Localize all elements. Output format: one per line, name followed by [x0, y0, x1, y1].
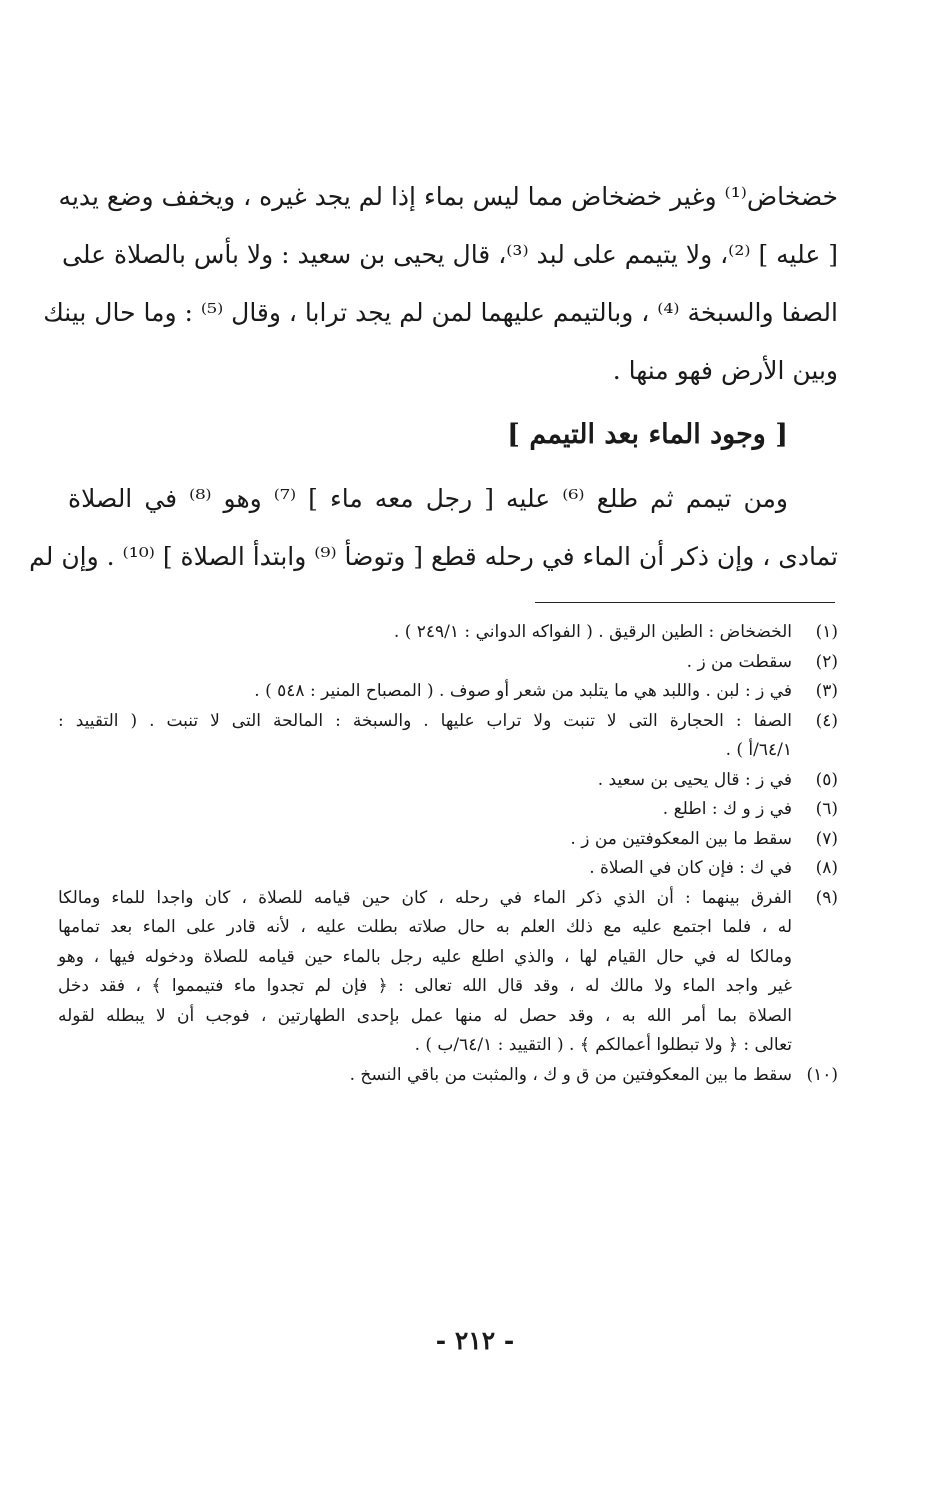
- footnote-number: (٩): [815, 887, 838, 908]
- main-text: [29, 168, 838, 586]
- footnote-line: الفرق بينهما : أن الذي ذكر الماء في رحله ، كان حين قيامه للصلاة ، كان واجدا للماء ومالكا: [58, 887, 792, 908]
- footnote-9: [58, 884, 838, 1061]
- footnote-line: الصفا : الحجارة التى لا تنبت ولا تراب عليها . والسبخة : المالحة التى لا تنبت . ( التقييد :: [58, 710, 792, 731]
- footnote-text: في ز : قال يحيى بن سعيد .: [597, 769, 792, 790]
- footnote-6: [58, 795, 838, 825]
- page-number: - ٢١٢ -: [435, 1326, 515, 1355]
- footnote-number: (٧): [815, 828, 838, 849]
- footnote-10: [58, 1061, 838, 1091]
- footnote-line: تعالى : ﴿ ولا تبطلوا أعمالكم ﴾ . ( التقييد : ٦٤/١/ب ) .: [414, 1035, 792, 1055]
- footnote-number: (٦): [815, 799, 838, 819]
- footnote-1: [58, 618, 838, 648]
- footnote-number: (٢): [815, 651, 838, 672]
- main-line: تمادى ، وإن ذكر أن الماء في رحله قطع [ وتوضأ ⁽⁹⁾ وابتدأ الصلاة ] ⁽¹⁰⁾ . وإن لم: [29, 542, 838, 571]
- footnote-3: [58, 677, 838, 707]
- footnote-line: ومالكا له في حال القيام لها ، والذي اطلع عليه رجل بالماء حين قيامه للصلاة ودخوله فيها ، وهو: [58, 946, 792, 967]
- footnote-line: ٦٤/١/أ ) .: [725, 740, 792, 760]
- main-line: [ عليه ] ⁽²⁾، ولا يتيمم على لبد ⁽³⁾، قال يحيى بن سعيد : ولا بأس بالصلاة على: [62, 240, 838, 269]
- footnote-7: [58, 825, 838, 855]
- footnote-separator: [535, 602, 835, 603]
- main-line: الصفا والسبخة ⁽⁴⁾ ، وبالتيمم عليهما لمن لم يجد ترابا ، وقال ⁽⁵⁾ : وما حال بينك: [43, 298, 838, 327]
- footnote-4: [58, 707, 838, 766]
- footnote-number: (٥): [815, 769, 838, 790]
- footnote-5: [58, 766, 838, 796]
- footnote-text: سقط ما بين المعكوفتين من ز .: [570, 828, 792, 849]
- main-line: خضخاض⁽¹⁾ وغير خضخاض مما ليس بماء إذا لم يجد غيره ، ويخفف وضع يديه: [58, 182, 838, 211]
- footnote-2: [58, 648, 838, 678]
- footnote-line: غير واجد الماء ولا مالك له ، وقد قال الله تعالى : ﴿ فإن لم تجدوا ماء فتيمموا ﴾ ، فقد دخل: [58, 976, 792, 996]
- footnote-text: في ك : فإن كان في الصلاة .: [589, 858, 792, 878]
- footnote-number: (٨): [815, 858, 838, 878]
- section-heading: [ وجود الماء بعد التيمم ]: [507, 419, 788, 450]
- footnote-line: الصلاة بما أمر الله به ، وقد حصل له منها عمل بإحدى الطهارتين ، فوجب أن لا يبطله لقوله: [58, 1005, 792, 1026]
- main-line: وبين الأرض فهو منها .: [612, 356, 838, 385]
- footnote-8: [58, 854, 838, 884]
- footnote-text: في ز : لبن . واللبد هي ما يتلبد من شعر أو صوف . ( المصباح المنير : ٥٤٨ ) .: [254, 681, 792, 701]
- footnotes: [58, 618, 838, 1090]
- main-line: ومن تيمم ثم طلع ⁽⁶⁾ عليه [ رجل معه ماء ] ⁽⁷⁾ وهو ⁽⁸⁾ في الصلاة: [68, 484, 788, 513]
- footnote-number: (٣): [815, 681, 838, 701]
- footnote-text: الخضخاض : الطين الرقيق . ( الفواكه الدواني : ٢٤٩/١ ) .: [393, 622, 792, 642]
- footnote-text: سقط ما بين المعكوفتين من ق و ك ، والمثبت من باقي النسخ .: [349, 1064, 792, 1085]
- footnote-text: سقطت من ز .: [686, 651, 792, 672]
- footnote-text: في ز و ك : اطلع .: [662, 799, 792, 819]
- footnote-line: له ، فلما اجتمع عليه مع ذلك العلم به حال صلاته بطلت عليه ، لأنه قادر على الماء بعد تمامها: [58, 917, 792, 937]
- footnote-number: (١): [815, 622, 838, 642]
- footnote-number: (٤): [815, 710, 838, 731]
- footnote-number: (١٠): [806, 1064, 838, 1085]
